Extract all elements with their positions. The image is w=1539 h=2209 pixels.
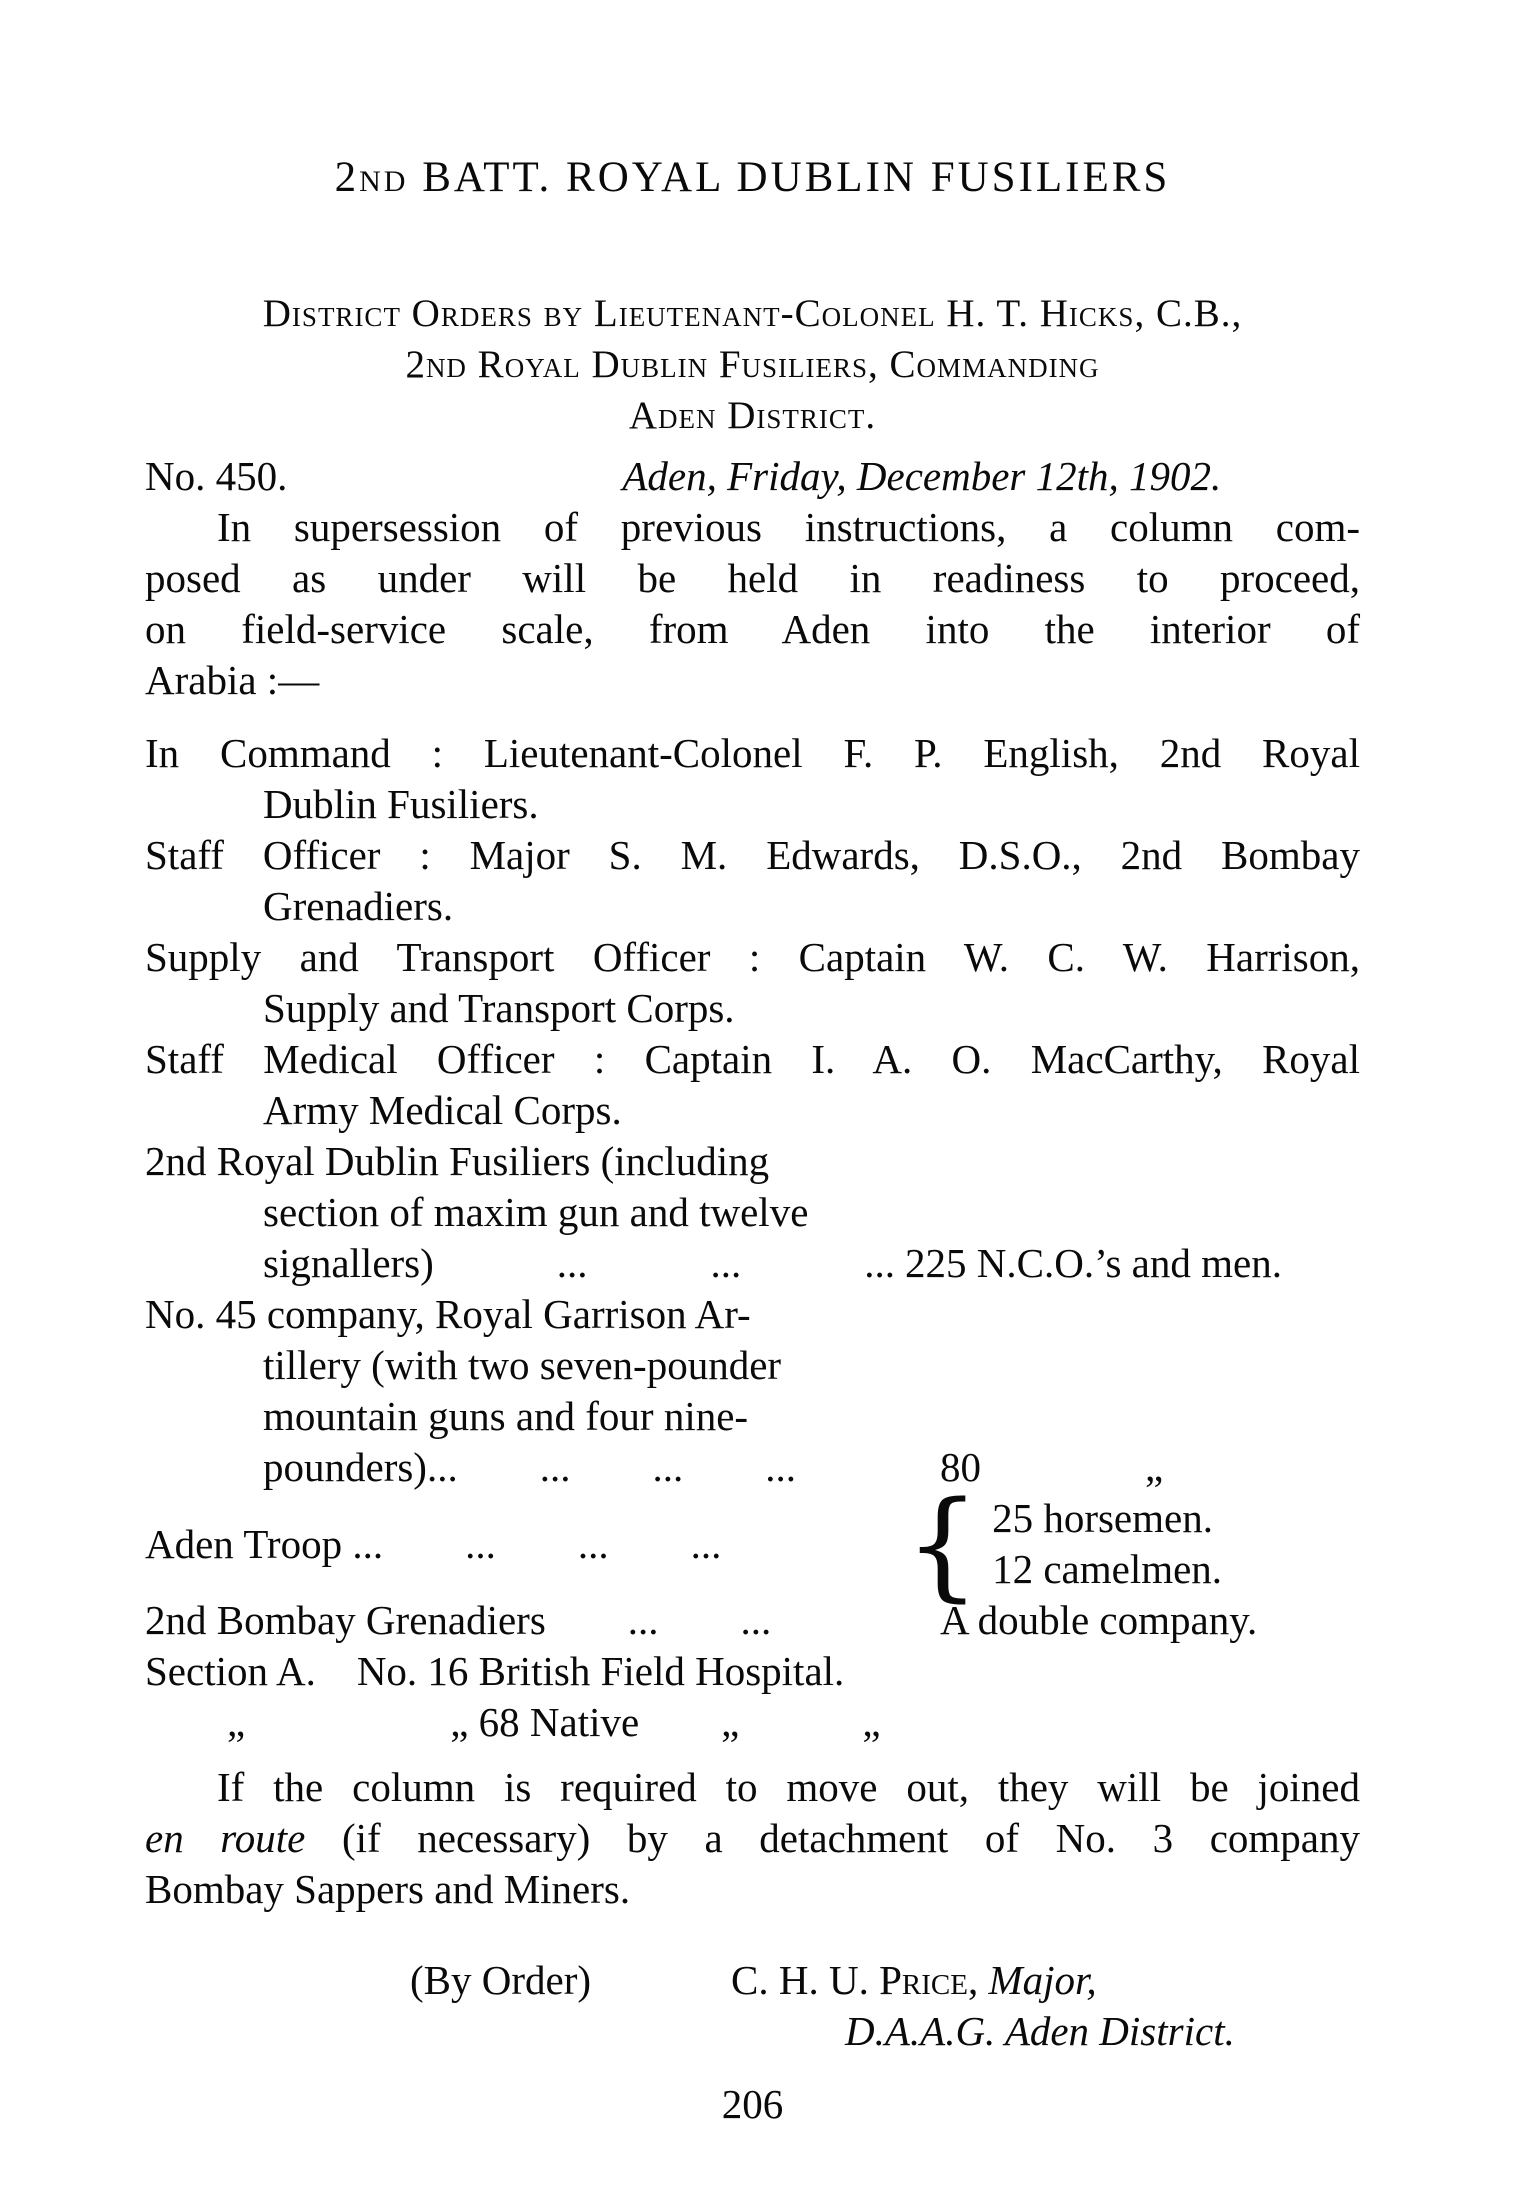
en-route-italic: en route — [145, 1815, 306, 1861]
orders-heading-line-3: Aden District. — [628, 394, 877, 437]
by-order-label: (By Order) — [410, 1957, 592, 2003]
composition-row-grenadiers — [145, 1595, 1360, 1646]
closing-line-rest: (if necessary) by a detachment of No. 3 company — [305, 1815, 1360, 1861]
appointment-entry — [145, 1034, 1360, 1136]
signature-block — [145, 1955, 1360, 2057]
orders-heading-line-2: 2nd Royal Dublin Fusiliers, Commanding — [405, 343, 1100, 386]
brace-glyph: { — [905, 1475, 981, 1613]
appointment-line: Staff Officer : Major S. M. Edwards, D.S.O., 2nd Bombay — [145, 832, 1360, 878]
page-title: 2nd BATT. ROYAL DUBLIN FUSILIERS — [334, 154, 1171, 201]
composition-strength-value: 25 horsemen. — [992, 1495, 1213, 1541]
orders-heading — [145, 288, 1360, 441]
signatory — [731, 1957, 1097, 2003]
order-number: No. 450. — [145, 453, 288, 499]
appointment-entry — [145, 830, 1360, 932]
composition-line: 2nd Royal Dublin Fusiliers (including — [145, 1138, 770, 1184]
composition-line: section of maxim gun and twelve — [263, 1189, 809, 1235]
composition-line: signallers) ... ... ... — [263, 1240, 896, 1286]
intro-line: posed as under will be held in readiness to proceed, — [145, 555, 1360, 601]
composition-table — [145, 1136, 1360, 1748]
composition-row-artillery — [145, 1289, 1360, 1493]
composition-line: 2nd Bombay Grenadiers ... ... — [145, 1597, 772, 1643]
composition-row-aden-troop — [145, 1475, 1360, 1613]
intro-line: In supersession of previous instructions, a column com- — [217, 504, 1360, 550]
orders-heading-line-1: District Orders by Lieutenant-Colonel H. T. Hicks, C.B., — [262, 292, 1243, 335]
dateline: Aden, Friday, December 12th, 1902. — [622, 453, 1222, 499]
intro-paragraph — [145, 502, 1360, 706]
closing-paragraph — [145, 1762, 1360, 1915]
appointments-list — [145, 728, 1360, 1136]
signatory-title: D.A.A.G. Aden District. — [845, 2008, 1235, 2054]
page-number: 206 — [721, 2081, 784, 2127]
signature-line-1 — [145, 1955, 1360, 2006]
appointment-line: Supply and Transport Officer : Captain W. C. W. Harrison, — [145, 934, 1360, 980]
composition-row-label — [145, 1289, 1360, 1493]
signatory-name: C. H. U. Price, — [731, 1957, 979, 2003]
closing-line: If the column is required to move out, they will be joined — [217, 1764, 1360, 1810]
composition-line: pounders)... ... ... ... — [263, 1444, 796, 1490]
composition-line: mountain guns and four nine- — [263, 1393, 749, 1439]
composition-strength-value: 225 N.C.O.’s and men. — [905, 1240, 1282, 1286]
composition-line: tillery (with two seven-pounder — [263, 1342, 782, 1388]
appointment-line: Grenadiers. — [263, 883, 454, 929]
appointment-entry — [145, 932, 1360, 1034]
intro-line: on field-service scale, from Aden into the interior of — [145, 606, 1360, 652]
composition-strength-value: A double company. — [940, 1597, 1258, 1643]
appointment-line: Dublin Fusiliers. — [263, 781, 539, 827]
appointment-line: Army Medical Corps. — [263, 1087, 622, 1133]
composition-strength-value: 80 „ — [940, 1444, 1164, 1490]
composition-line: No. 45 company, Royal Garrison Ar- — [145, 1291, 751, 1337]
composition-row-fusiliers — [145, 1136, 1360, 1289]
appointment-line: Supply and Transport Corps. — [263, 985, 735, 1031]
appointment-line: Staff Medical Officer : Captain I. A. O. MacCarthy, Royal — [145, 1036, 1360, 1082]
intro-line: Arabia :— — [145, 657, 320, 703]
composition-row-label: Aden Troop ... ... ... ... — [145, 1520, 722, 1567]
composition-strength-value: 12 camelmen. — [992, 1546, 1223, 1592]
composition-strength-values — [992, 1493, 1222, 1595]
composition-row-native-hospital-ditto: „ „ 68 Native „ „ — [145, 1699, 881, 1745]
signatory-rank: Major, — [978, 1957, 1097, 2003]
closing-line — [145, 1813, 1360, 1864]
order-number-date-row — [145, 451, 1360, 502]
composition-row-british-field-hospital: Section A. No. 16 British Field Hospital. — [145, 1648, 845, 1694]
closing-line: Bombay Sappers and Miners. — [145, 1866, 631, 1912]
appointment-entry — [145, 728, 1360, 830]
appointment-line: In Command : Lieutenant-Colonel F. P. English, 2nd Royal — [145, 730, 1360, 776]
